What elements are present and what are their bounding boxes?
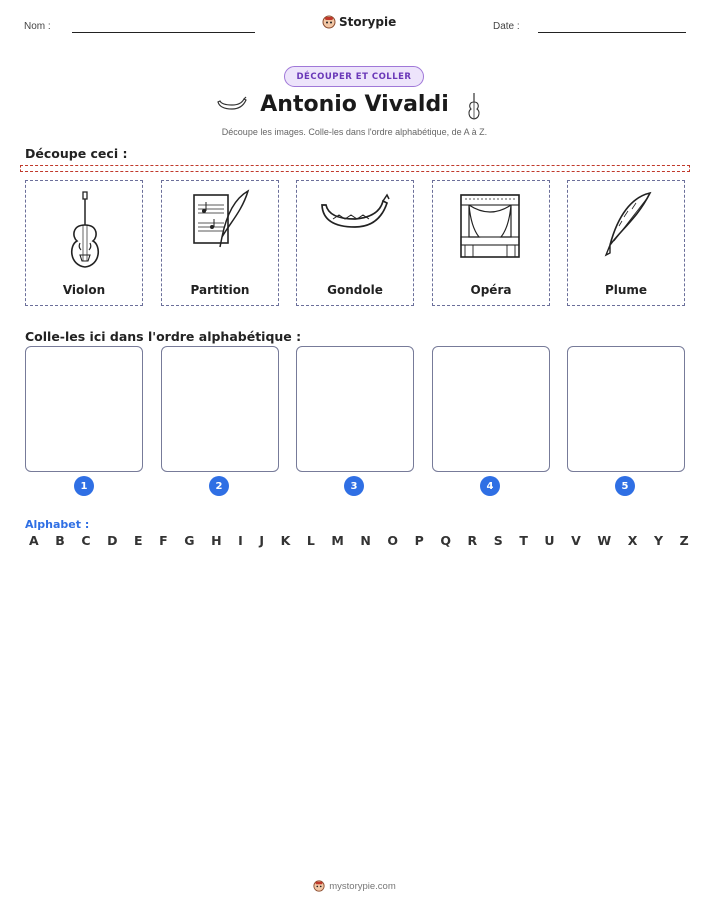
paste-box-2[interactable]	[161, 346, 279, 472]
number-badge-3: 3	[344, 476, 364, 496]
paste-box-1[interactable]	[25, 346, 143, 472]
alphabet-letter: F	[159, 533, 168, 548]
card-label: Partition	[190, 283, 250, 297]
alphabet-letter: T	[519, 533, 528, 548]
alphabet-letter: B	[55, 533, 65, 548]
name-line[interactable]	[72, 32, 255, 33]
number-badge-2: 2	[209, 476, 229, 496]
violin-icon	[466, 92, 482, 122]
paste-heading: Colle-les ici dans l'ordre alphabétique :	[25, 329, 302, 344]
alphabet-letter: Y	[653, 533, 663, 548]
quill-icon	[592, 189, 662, 271]
cut-heading: Découpe ceci :	[25, 146, 128, 161]
date-label: Date :	[493, 21, 520, 32]
alphabet-letter: W	[597, 533, 612, 548]
cut-card-plume[interactable]	[567, 180, 685, 306]
alphabet-letter: M	[331, 533, 344, 548]
cut-card-opera[interactable]	[432, 180, 550, 306]
alphabet-label: Alphabet :	[25, 518, 90, 531]
cut-line	[20, 165, 690, 172]
alphabet-letter: K	[280, 533, 291, 548]
alphabet-letter: V	[571, 533, 581, 548]
alphabet-letter: A	[29, 533, 39, 548]
page-title: Antonio Vivaldi	[260, 92, 449, 117]
alphabet-letter: O	[387, 533, 399, 548]
instructions: Découpe les images. Colle-les dans l'ordre alphabétique, de A à Z.	[221, 127, 488, 137]
alphabet-letter: J	[259, 533, 264, 548]
number-badge-4: 4	[480, 476, 500, 496]
brand-name: Storypie	[339, 15, 397, 29]
storypie-mascot-icon	[322, 15, 336, 29]
paste-box-3[interactable]	[296, 346, 414, 472]
alphabet-letter: R	[467, 533, 478, 548]
alphabet-letter: E	[134, 533, 143, 548]
alphabet-letter: C	[81, 533, 91, 548]
alphabet-letter: I	[238, 533, 243, 548]
card-label: Violon	[62, 283, 106, 297]
alphabet-letter: D	[107, 533, 118, 548]
alphabet-letter: Z	[679, 533, 689, 548]
alphabet-letter: X	[627, 533, 638, 548]
footer	[0, 880, 709, 892]
card-label: Plume	[604, 283, 648, 297]
cut-card-violon[interactable]	[25, 180, 143, 306]
paste-box-5[interactable]	[567, 346, 685, 472]
brand-logo	[322, 15, 396, 29]
card-label: Opéra	[470, 283, 512, 297]
cut-card-gondole[interactable]	[296, 180, 414, 306]
number-badge-5: 5	[615, 476, 635, 496]
paste-box-4[interactable]	[432, 346, 550, 472]
cut-card-partition[interactable]	[161, 180, 279, 306]
date-line[interactable]	[538, 32, 686, 33]
alphabet-letter: L	[306, 533, 315, 548]
violin-icon	[50, 189, 120, 271]
alphabet-letter: N	[360, 533, 371, 548]
alphabet-letter: P	[414, 533, 424, 548]
opera-house-icon	[457, 189, 527, 271]
sheet-music-icon	[186, 189, 256, 271]
footer-url[interactable]: mystorypie.com	[329, 880, 396, 892]
alphabet-letter: G	[184, 533, 195, 548]
storypie-mascot-icon	[313, 880, 325, 892]
alphabet-letter: U	[544, 533, 555, 548]
alphabet-letter: Q	[440, 533, 451, 548]
name-label: Nom :	[24, 21, 51, 32]
activity-badge: DÉCOUPER ET COLLER	[284, 66, 424, 87]
alphabet-row	[29, 533, 689, 548]
card-label: Gondole	[327, 283, 383, 297]
number-badge-1: 1	[74, 476, 94, 496]
gondola-icon	[321, 189, 391, 271]
alphabet-letter: S	[493, 533, 503, 548]
alphabet-letter: H	[211, 533, 222, 548]
